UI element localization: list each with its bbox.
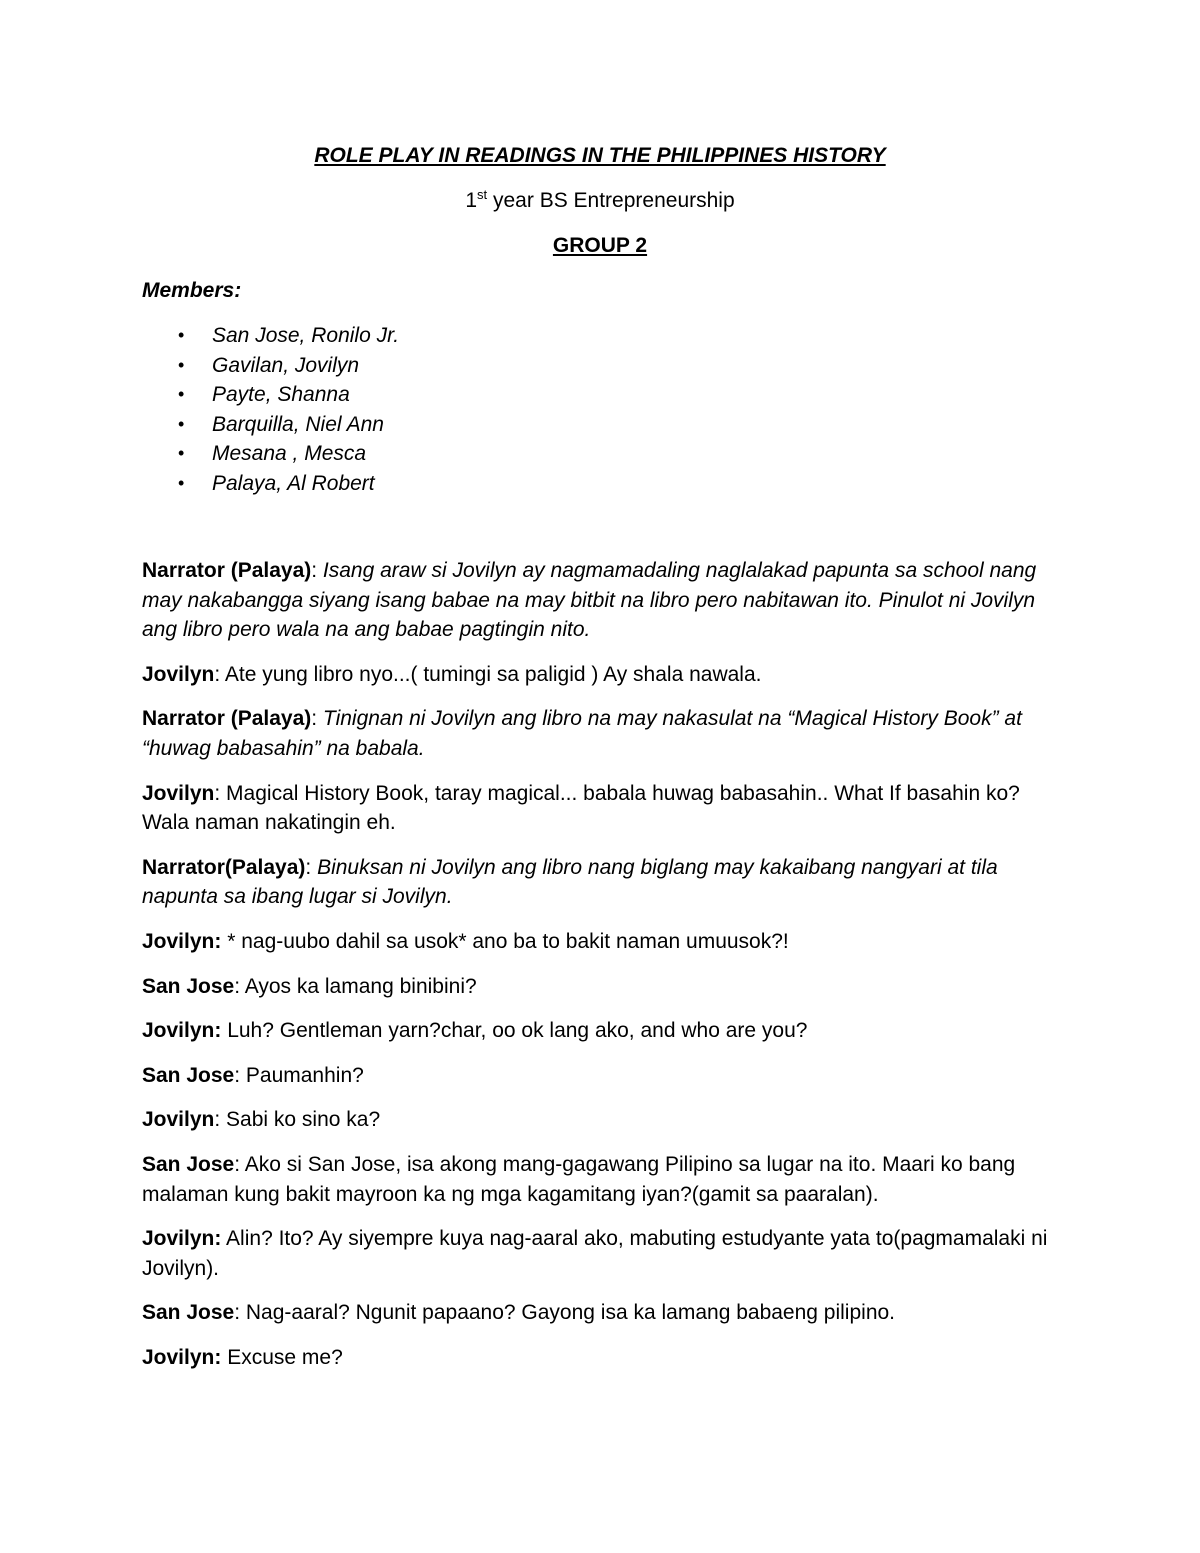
script-line — [142, 704, 1072, 763]
speaker-separator: : — [305, 855, 318, 879]
script-line — [142, 927, 1072, 957]
member-name: Mesana , Mesca — [212, 442, 367, 466]
bullet-icon: • — [178, 472, 185, 493]
member-item — [142, 351, 399, 381]
member-name: San Jose, Ronilo Jr. — [212, 324, 400, 347]
dialogue-text: Ako si San Jose, isa akong mang-gagawang Pilipino sa lugar na ito. Maari ko bang malaman kung bakit mayroon ka ng mga kagamitang iyan?(gamit sa paaralan). — [142, 1152, 1016, 1206]
member-item — [142, 469, 399, 499]
script-line — [142, 779, 1072, 838]
speaker-separator: : — [214, 662, 225, 686]
speaker-name: Jovilyn — [142, 1108, 215, 1132]
speaker-name: Jovilyn — [142, 662, 215, 686]
dialogue-text: * nag-uubo dahil sa usok* ano ba to bakit naman umuusok?! — [227, 929, 789, 953]
speaker-separator: : — [311, 707, 323, 731]
role-play-script — [142, 556, 1072, 1387]
script-line — [142, 556, 1072, 645]
speaker-name: Jovilyn: — [142, 929, 222, 953]
speaker-separator: : — [234, 1063, 246, 1087]
speaker-name: San Jose — [142, 1063, 235, 1087]
document-title: ROLE PLAY IN READINGS IN THE PHILIPPINES HISTORY — [314, 144, 886, 167]
member-item — [142, 439, 399, 469]
bullet-icon: • — [178, 354, 185, 375]
member-name: Payte, Shanna — [212, 383, 350, 407]
dialogue-text: Sabi ko sino ka? — [226, 1108, 381, 1132]
dialogue-text: Alin? Ito? Ay siyempre kuya nag-aaral ako, mabuting estudyante yata to(pagmamalaki ni Jovilyn). — [142, 1227, 1048, 1280]
speaker-name: Narrator (Palaya) — [142, 559, 312, 582]
group-heading: GROUP 2 — [552, 234, 648, 257]
member-name: Palaya, Al Robert — [212, 471, 375, 495]
members-list — [142, 321, 399, 499]
speaker-separator: : — [234, 1301, 246, 1325]
member-item — [142, 410, 399, 440]
dialogue-text: Nag-aaral? Ngunit papaano? Gayong isa ka lamang babaeng pilipino. — [245, 1301, 896, 1325]
speaker-name: Jovilyn: — [142, 1019, 222, 1043]
member-item — [142, 380, 399, 410]
dialogue-text: Luh? Gentleman yarn?char, oo ok lang ako, and who are you? — [227, 1019, 808, 1043]
dialogue-text: Ayos ka lamang binibini? — [244, 974, 477, 998]
speaker-name: Jovilyn — [142, 781, 215, 805]
dialogue-text: Magical History Book, taray magical... babala huwag babasahin.. What If basahin ko? Wala naman nakatingin eh. — [142, 781, 1020, 835]
speaker-separator: : — [234, 974, 245, 998]
narration-text: Tinignan ni Jovilyn ang libro na may nakasulat na “Magical History Book” at “huwag babasahin” na babala. — [142, 707, 1022, 760]
member-name: Gavilan, Jovilyn — [212, 353, 360, 377]
speaker-name: San Jose — [142, 1152, 235, 1176]
script-line — [142, 1343, 1072, 1373]
script-line — [142, 1224, 1072, 1283]
bullet-icon: • — [178, 413, 185, 434]
subtitle-number: 1 — [465, 189, 478, 212]
member-item — [142, 321, 399, 351]
subtitle-superscript: st — [477, 187, 488, 202]
speaker-name: San Jose — [142, 1301, 235, 1325]
bullet-icon: • — [178, 443, 185, 464]
speaker-name: Jovilyn: — [142, 1227, 222, 1251]
script-line — [142, 660, 1072, 690]
narration-text: Isang araw si Jovilyn ay nagmamadaling naglalakad papunta sa school nang may nakabangga siyang isang babae na may bitbit na libro pero nabitawan ito. Pinulot ni Jovilyn ang libro pero wala na ang babae pagtingin nito. — [142, 559, 1037, 642]
subtitle-text: year BS Entrepreneurship — [487, 189, 735, 212]
narration-text: Binuksan ni Jovilyn ang libro nang biglang may kakaibang nangyari at tila napunta sa ibang lugar si Jovilyn. — [142, 855, 998, 909]
dialogue-text: Excuse me? — [227, 1345, 343, 1369]
dialogue-text: Paumanhin? — [245, 1063, 364, 1087]
members-label: Members: — [142, 279, 242, 302]
speaker-separator: : — [214, 781, 227, 805]
script-line — [142, 1298, 1072, 1328]
member-name: Barquilla, Niel Ann — [212, 412, 384, 436]
speaker-name: Narrator(Palaya) — [142, 855, 306, 879]
speaker-name: Jovilyn: — [142, 1345, 222, 1369]
script-line — [142, 1016, 1072, 1046]
bullet-icon: • — [178, 384, 185, 405]
document-subtitle — [0, 188, 1200, 214]
script-line — [142, 1105, 1072, 1135]
bullet-icon: • — [178, 325, 185, 345]
script-line — [142, 1150, 1072, 1209]
speaker-name: San Jose — [142, 974, 235, 998]
speaker-name: Narrator (Palaya) — [142, 707, 312, 731]
script-line — [142, 1061, 1072, 1091]
script-line — [142, 853, 1072, 912]
script-line — [142, 972, 1072, 1002]
speaker-separator: : — [214, 1108, 227, 1132]
speaker-separator: : — [311, 559, 323, 582]
speaker-separator: : — [234, 1152, 245, 1176]
dialogue-text: Ate yung libro nyo...( tumingi sa paligid ) Ay shala nawala. — [224, 662, 762, 686]
